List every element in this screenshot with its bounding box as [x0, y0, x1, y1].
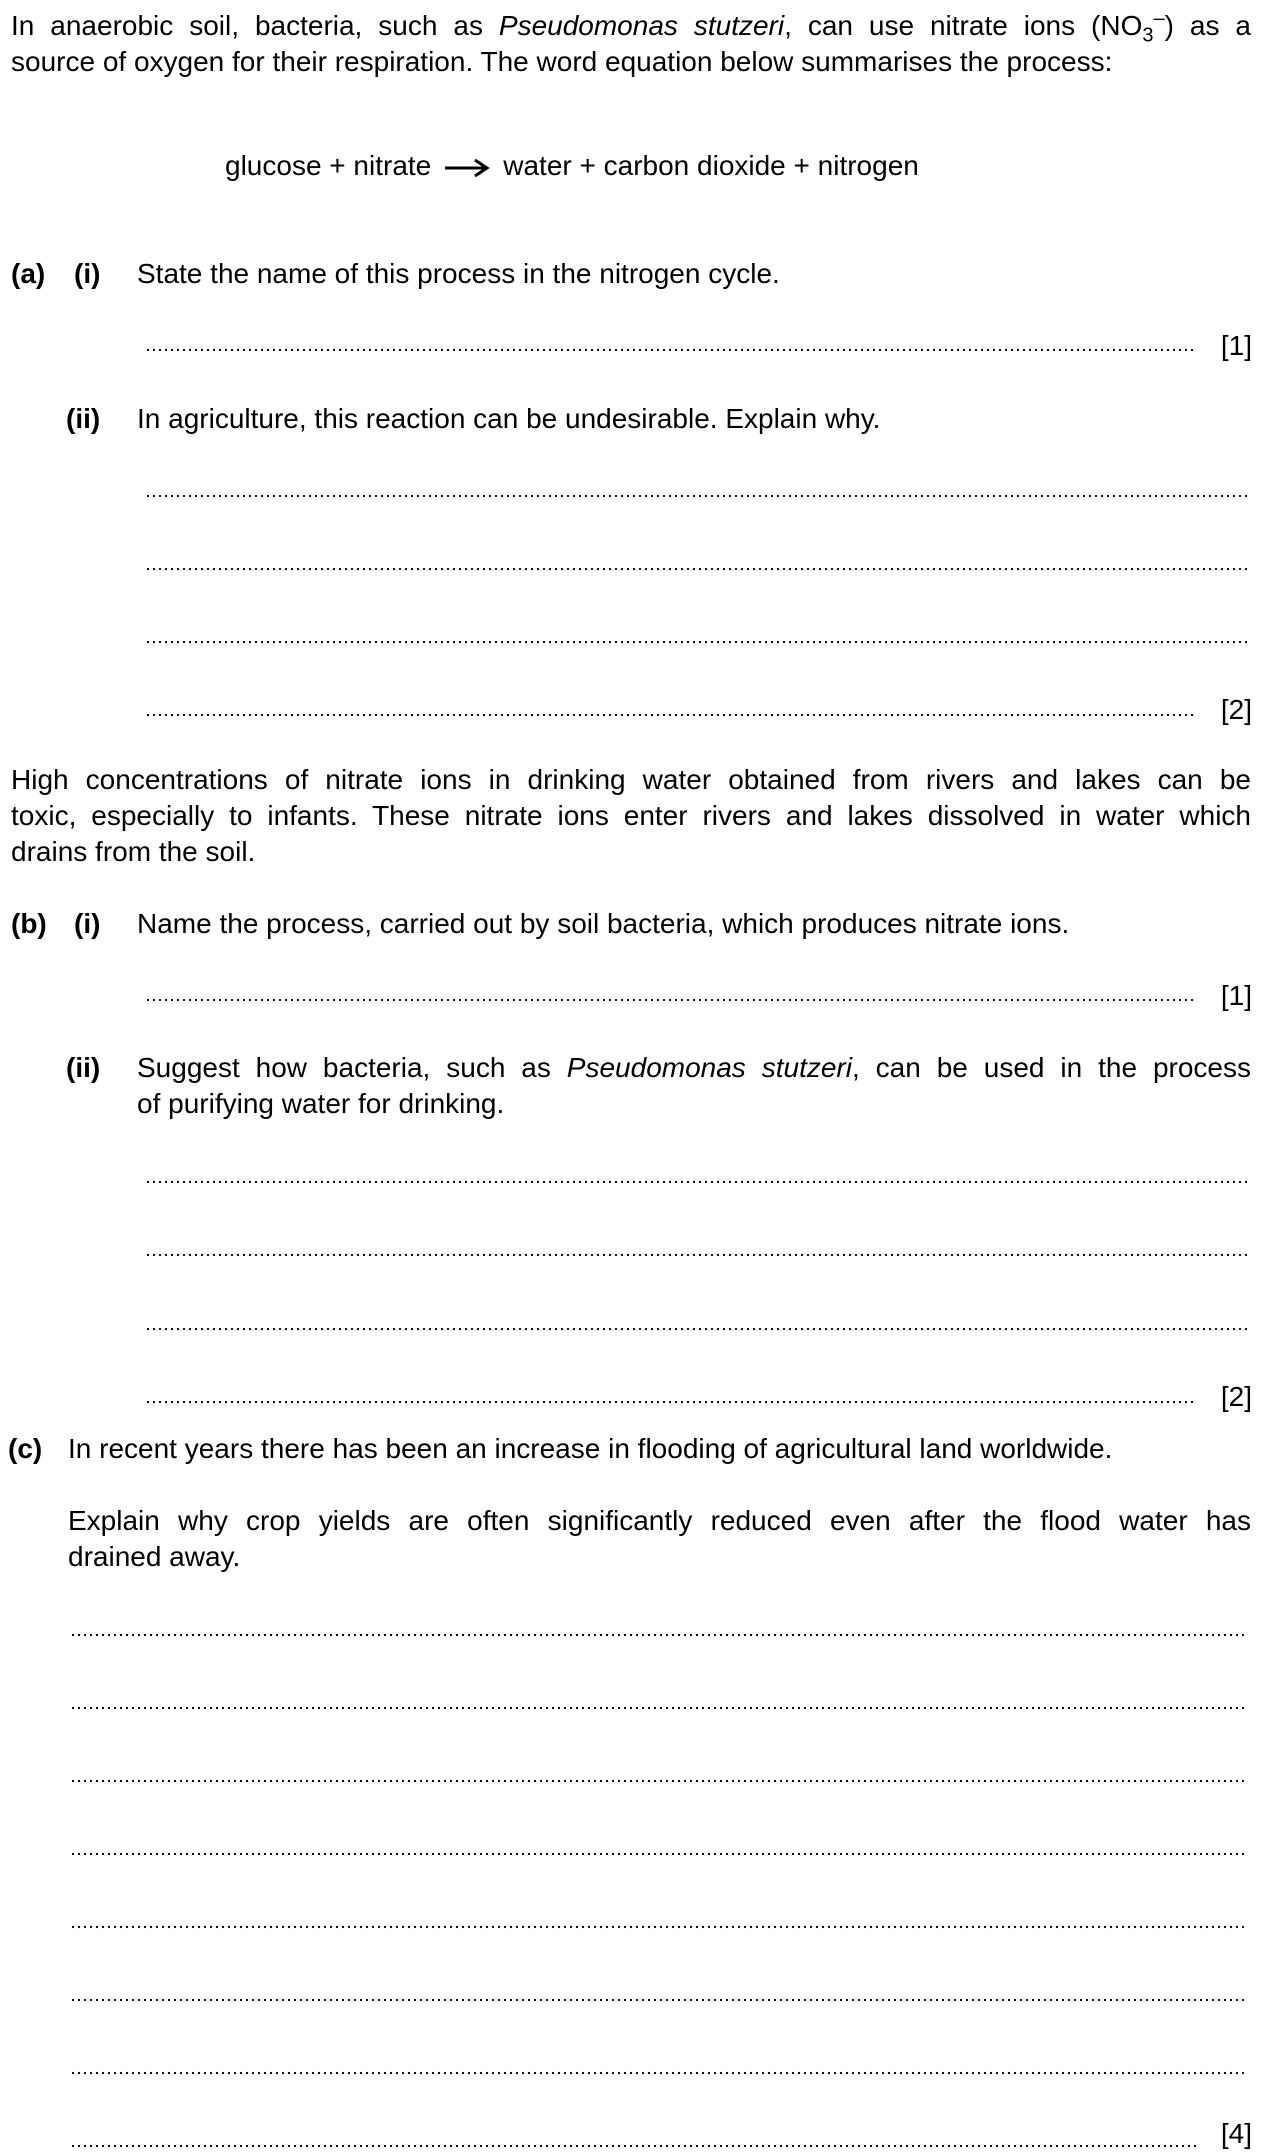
answer-line[interactable]: [70, 1779, 1245, 1783]
species-name: Pseudomonas stutzeri: [566, 1052, 852, 1083]
answer-line[interactable]: [70, 1925, 1245, 1929]
part-c-intro: In recent years there has been an increase in flooding of agricultural land worldwide.: [68, 1433, 1113, 1464]
part-b-i-label: (i): [74, 908, 101, 939]
answer-line[interactable]: [70, 2071, 1245, 2075]
answer-line[interactable]: [145, 713, 1195, 717]
answer-line[interactable]: [145, 1180, 1250, 1184]
answer-line[interactable]: [145, 640, 1250, 644]
nitrate-superscript: –: [1153, 7, 1165, 30]
marks-b-ii: [2]: [1220, 1381, 1252, 1412]
part-b-ii-question: Suggest how bacteria, such as Pseudomonas stutzeri, can be used in the process of purifying water for drinking.: [137, 1052, 1251, 1119]
equation-products: water + carbon dioxide + nitrogen: [503, 150, 919, 181]
answer-line[interactable]: [145, 1327, 1250, 1331]
answer-line[interactable]: [70, 1998, 1245, 2002]
word-equation: [225, 148, 919, 184]
reaction-arrow-icon: [443, 157, 491, 179]
part-a-i-label: (i): [74, 258, 101, 289]
marks-b-i: [1]: [1220, 980, 1252, 1011]
answer-line[interactable]: [145, 1253, 1250, 1257]
marks-c: [4]: [1220, 2118, 1252, 2149]
answer-line[interactable]: [145, 348, 1195, 352]
part-a-ii-question: In agriculture, this reaction can be undesirable. Explain why.: [137, 403, 881, 434]
answer-line[interactable]: [145, 1400, 1195, 1404]
answer-line[interactable]: [145, 567, 1250, 571]
nitrate-paragraph: High concentrations of nitrate ions in drinking water obtained from rivers and lakes can be toxic, especially to infants. These nitrate ions enter rivers and lakes dissolved in water which drains from the soil.: [11, 764, 1251, 867]
marks-a-i: [1]: [1220, 330, 1252, 361]
species-name: Pseudomonas stutzeri: [498, 10, 785, 41]
part-c-question: Explain why crop yields are often significantly reduced even after the flood water has drained away.: [68, 1505, 1251, 1572]
equation-reactants: glucose + nitrate: [225, 150, 432, 181]
intro-paragraph: In anaerobic soil, bacteria, such as Pseudomonas stutzeri, can use nitrate ions $(NO_3^-)$ as a source of oxygen for their respiration. The word equation below summarises the process:: [11, 7, 1251, 77]
answer-line[interactable]: [70, 1633, 1245, 1637]
answer-line[interactable]: [70, 1706, 1245, 1710]
part-b-ii-label: (ii): [66, 1052, 101, 1083]
part-a-label: (a): [11, 258, 46, 289]
nitrate-subscript: 3: [1142, 24, 1154, 47]
part-a-i-question: State the name of this process in the nitrogen cycle.: [137, 258, 780, 289]
part-b-label: (b): [11, 908, 47, 939]
answer-line[interactable]: [145, 494, 1250, 498]
answer-line[interactable]: [70, 2144, 1200, 2148]
answer-line[interactable]: [145, 998, 1195, 1002]
part-b-i-question: Name the process, carried out by soil bacteria, which produces nitrate ions.: [137, 908, 1070, 939]
part-a-ii-label: (ii): [66, 403, 101, 434]
part-c-label: (c): [8, 1433, 43, 1464]
marks-a-ii: [2]: [1220, 694, 1252, 725]
answer-line[interactable]: [70, 1852, 1245, 1856]
